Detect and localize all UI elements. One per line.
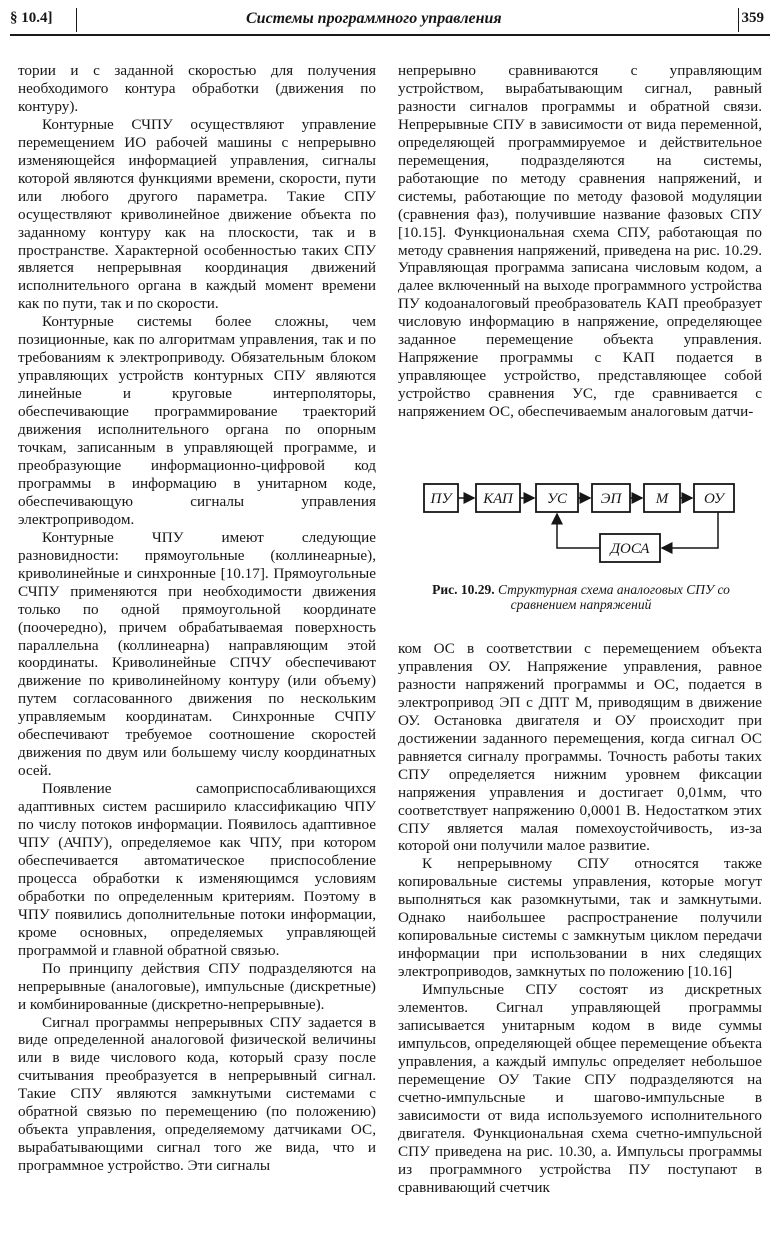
block-label: КАП — [483, 491, 513, 507]
block-diagram — [400, 476, 762, 580]
block-label: УС — [546, 491, 568, 507]
figure-caption — [400, 582, 762, 612]
feedback-line — [557, 514, 600, 548]
block-label: ПУ — [430, 491, 452, 507]
paragraph: К непрерывному СПУ относятся также копировальные системы управления, которые могут выполняться как разомкнутыми, так и замкнутыми. Однако наибольшее распространение получили копировальные системы с замкнутым циклом передачи информации при использовании в них следящих электроприводов, замкнутых по положению [10.16] — [398, 855, 762, 981]
running-header — [10, 6, 770, 32]
paragraph: Контурные ЧПУ имеют следующие разновидности: прямоугольные (коллинеарные), криволинейные и синхронные [10.17]. Прямоугольные СЧПУ применяются при необходимости движения только по одной прямоугольной координате (поочередно), причем обрабатываемая поверхность параллельна (коллинеарна) направляющим этой координаты. Криволинейные СПЧУ обеспечивают движение по криволинейному контуру (или объему) путем согласованного движения по нескольким управляемым координатам. Синхронные СЧПУ обеспечивают требуемое соотношение скоростей движения по двум или большему числу координатных осей. — [18, 528, 376, 780]
header-divider — [76, 8, 77, 32]
feedback-line — [662, 512, 718, 548]
left-column — [18, 62, 376, 1175]
paragraph: Сигнал программы непрерывных СПУ задается в виде определенной аналоговой физической величины или в виде числового кода, который сразу после считывания преобразуется в непрерывный сигнал. Такие СПУ являются замкнутыми системами с обратной связью по перемещению (по положению) объекта управления, определяемому датчиками ОС, вырабатывающими сигнал того же вида, что и программное устройство. Эти сигналы — [18, 1013, 376, 1175]
page-number: 359 — [741, 10, 764, 26]
paragraph: Контурные системы более сложны, чем позиционные, как по алгоритмам управления, так и по требованиям к электроприводу. Обязательным блоком управляющих устройств контурных СПУ являются линейные и круговые интерполяторы, обеспечивающие программирование траекторий движения исполнительного органа по опорным точкам, записанным в управляющей программе, и преобразующие информационно-цифровой код программы в информацию в унитарном коде, обеспечивающую сигналы управления электроприводом. — [18, 313, 376, 528]
header-divider — [738, 8, 739, 32]
header-rule — [10, 34, 770, 36]
block-label: ОУ — [703, 491, 725, 507]
figure-label: Рис. 10.29. — [432, 582, 495, 597]
running-title: Системы программного управления — [246, 10, 502, 27]
right-column-bottom — [398, 640, 762, 1197]
paragraph: Импульсные СПУ состоят из дискретных элементов. Сигнал управляющей программы записывается унитарным кодом в виде суммы импульсов, определяющей общее перемещение объекта управления, а каждый импульс определяет небольшое перемещение ОУ Такие СПУ подразделяются на счетно-импульсные и шагово-импульсные в зависимости от вида используемого исполнительного двигателя. Функциональная схема счетно-импульсной СПУ приведена на рис. 10.30, а. Импульсы программы из программного устройства ПУ поступают в сравнивающий счетчик — [398, 981, 762, 1196]
paragraph: По принципу действия СПУ подразделяются на непрерывные (аналоговые), импульсные (дискретные) и комбинированные (дискретно-непрерывные). — [18, 959, 376, 1013]
paragraph: ком ОС в соответствии с перемещением объекта управления ОУ. Напряжение управления, равное разности напряжений программы и ОС, подается в электропривод ЭП с ДПТ М, приводящим в движение ОУ. Остановка двигателя и ОУ происходит при достижении заданного перемещения, когда сигнал ОС равняется сигналу программы. Точность работы таких СПУ определяется нижним уровнем фиксации напряжения управления и достигает 0,01мм, что соответствует напряжению 0,0001 В. Недостатком этих СПУ является малая помехоустойчивость, из-за которой они получили малое развитие. — [398, 640, 762, 855]
block-label: ДОСА — [610, 541, 650, 557]
section-number: § 10.4] — [10, 10, 53, 26]
right-column-top — [398, 62, 762, 421]
paragraph: непрерывно сравниваются с управляющим устройством, вырабатывающим сигнал, равный разности сигналов программы и обратной связи. Непрерывные СПУ в зависимости от вида переменной, определяющей программируемое и действительное перемещения, подразделяются на системы, работающие по методу сравнения напряжений, и системы, работающие по методу фазовой модуляции (сравнения фаз), получившие название фазовых СПУ [10.15]. Функциональная схема СПУ, работающая по методу сравнения напряжений, приведена на рис. 10.29. Управляющая программа записана числовым кодом, а далее включенный на выходе программного устройства ПУ кодоаналоговый преобразователь КАП преобразует числовую информацию в напряжение, определяющее заданное перемещение объекта управления. Напряжение программы с КАП подается в управляющее устройство, представляющее собой устройство сравнения УС, где сравнивается с напряжением ОС, обеспечиваемым аналоговым датчи- — [398, 62, 762, 421]
figure-caption-text: Структурная схема аналоговых СПУ со сравнением напряжений — [497, 582, 730, 612]
paragraph: Контурные СЧПУ осуществляют управление перемещением ИО рабочей машины с непрерывно изменяющейся информацией управления, сигналы которой являются функциями времени, скорости, пути или любого другого параметра. Такие СПУ осуществляют криволинейное движение объекта по заданному контуру как на плоскости, так и в пространстве. Характерной особенностью таких СПУ является непрерывная координация движений исполнительного органа в каждый момент времени как по пути, так и по скорости. — [18, 115, 376, 313]
block-label: М — [655, 491, 669, 507]
paragraph: Появление самоприспосабливающихся адаптивных систем расширило классификацию ЧПУ по числу потоков информации. Появилось адаптивное ЧПУ (АЧПУ), определяемое как ЧПУ, при котором обеспечивается автоматическое приспособление процесса обработки к изменяющимся условиям обработки по определенным критериям. Поэтому в ЧПУ появились дополнительные потоки информации, кроме основных, определяемых управляющей программой и главной обратной связью. — [18, 780, 376, 959]
block-label: ЭП — [600, 491, 622, 507]
paragraph: тории и с заданной скоростью для получения необходимого контура обработки (движения по контуру). — [18, 62, 376, 115]
figure-10-29 — [400, 476, 762, 616]
